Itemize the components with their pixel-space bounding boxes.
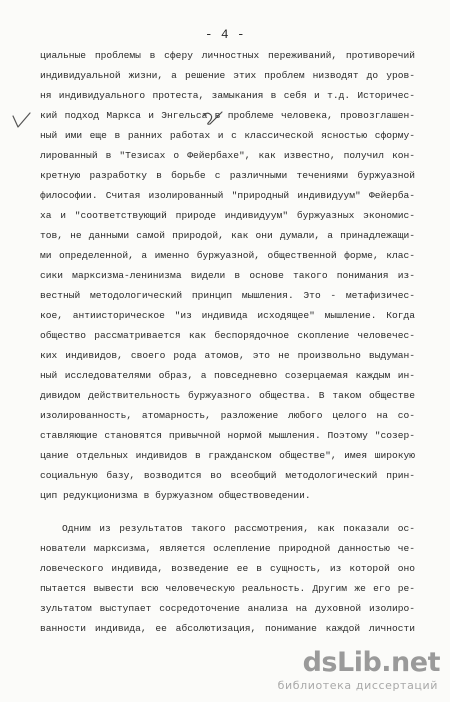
text-line: ми определенной, а именно буржуазной, общественной форме, клас- — [40, 250, 415, 261]
text-line: кий подход Маркса и Энгельса в проблеме человека, провозглашен- — [40, 110, 415, 121]
text-line: нователи марксизма, является ослепление природной данностью че- — [40, 543, 415, 554]
text-line: кретную разработку в борьбе с различными течениями буржуазной — [40, 170, 415, 181]
watermark-logo: dsLib.net — [302, 647, 440, 678]
text-line: кое, антиисторическое "из индивида исходящее" мышление. Когда — [40, 310, 415, 321]
text-line: ный ими еще в ранних работах и с классической ясностью сформу- — [40, 130, 415, 141]
text-line: цип редукционизма в буржуазном обществоведении. — [40, 490, 311, 501]
text-line: ставляющие становятся привычной нормой мышления. Поэтому "созер- — [40, 430, 415, 441]
text-line: ный исследователями образ, а повседневно созерцаемая каждым ин- — [40, 370, 415, 381]
text-line: дивидом действительность буржуазного общества. В таком обществе — [40, 390, 415, 401]
text-line: изолированность, атомарность, разложение любого целого на со- — [40, 410, 415, 421]
watermark — [265, 648, 440, 696]
text-line: ха и "соответствующий природе индивидуум" буржуазных экономис- — [40, 210, 415, 221]
text-line: зультатом выступает сосредоточение анализа на духовной изолиро- — [40, 603, 415, 614]
text-line: ванности индивида, ее абсолютизация, понимание каждой личности — [40, 623, 415, 634]
text-line: тов, не данными самой природой, как они думали, а принадлежащи- — [40, 230, 415, 241]
text-line: цание отдельных индивидов в гражданском обществе", имея широкую — [40, 450, 415, 461]
text-line: вестный методологический принцип мышления. Это - метафизичес- — [40, 290, 415, 301]
text-line: ловеческого индивида, возведение ее в сущность, из которой оно — [40, 563, 415, 574]
text-line: индивидуальной жизни, а решение этих проблем низводят до уров- — [40, 70, 415, 81]
text-line: общество рассматривается как беспорядочное скопление человечес- — [40, 330, 415, 341]
watermark-subtitle: библиотека диссертаций — [277, 679, 438, 692]
page-number: - 4 - — [204, 28, 245, 42]
check-mark-icon — [10, 110, 34, 132]
text-line: социальную базу, возводится во всеобщий методологический прин- — [40, 470, 415, 481]
text-line: ких индивидов, своего рода атомов, это не произвольно выдуман- — [40, 350, 415, 361]
text-line: Одним из результатов такого рассмотрения, как показали ос- — [62, 523, 415, 534]
text-line: сики марксизма-ленинизма видели в основе такого понимания из- — [40, 270, 415, 281]
text-line: пытается вывести всю человеческую реальность. Другим же его ре- — [40, 583, 415, 594]
text-line: лированный в "Тезисах о Фейербахе", как известно, получил кон- — [40, 150, 415, 161]
text-line: циальные проблемы в сферу личностных переживаний, противоречий — [40, 50, 415, 61]
text-line: философии. Считая изолированный "природный индивидуум" Фейерба- — [40, 190, 415, 201]
text-line: ня индивидуального протеста, замыкания в себя и т.д. Историчес- — [40, 90, 415, 101]
handwritten-check-icon — [200, 108, 226, 128]
